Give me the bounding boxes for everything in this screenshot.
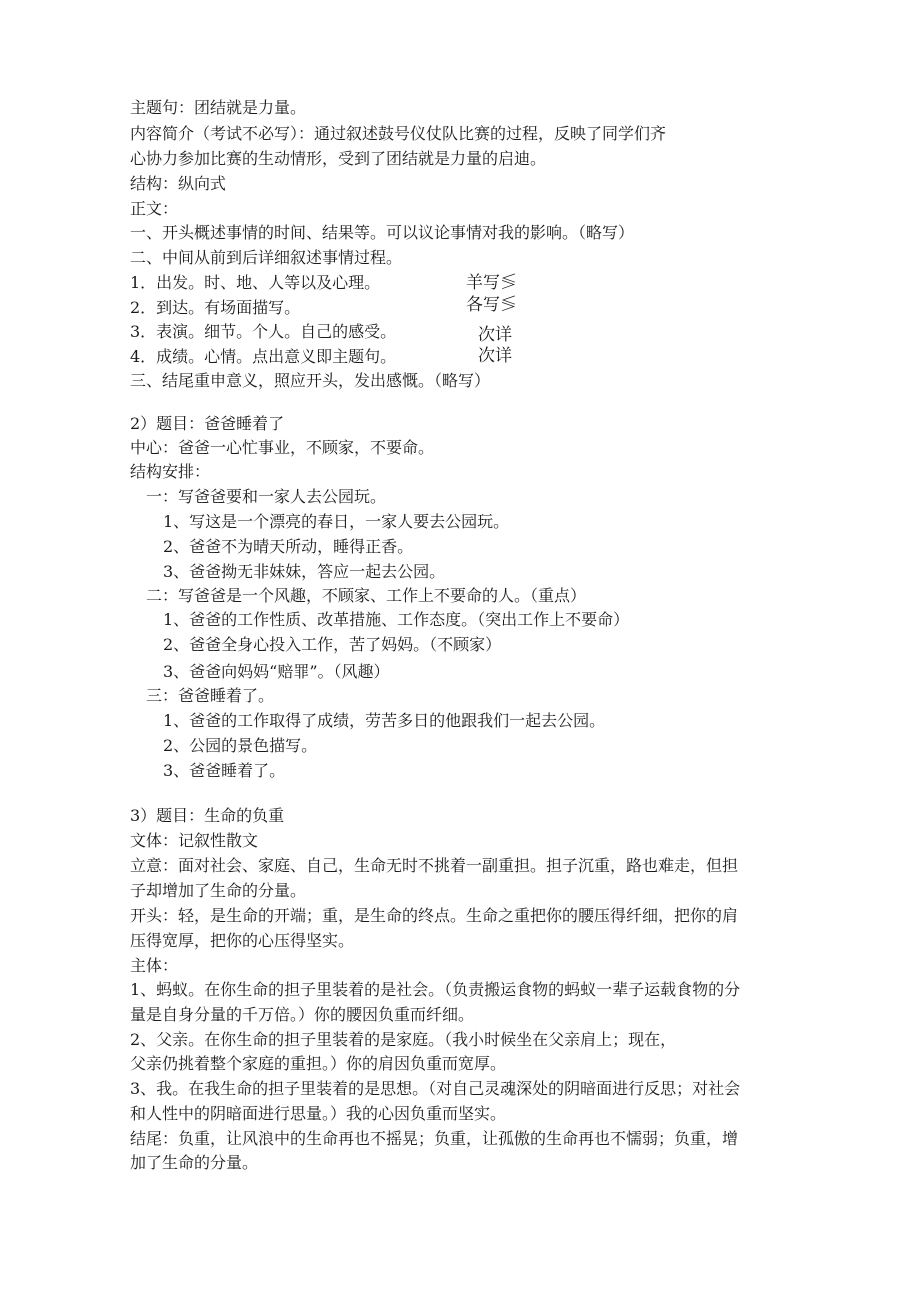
- section2-item: 1、爸爸的工作取得了成绩，劳苦多日的他跟我们一起去公园。: [163, 711, 606, 730]
- section2-item: 2、爸爸不为晴天所动，睡得正香。: [163, 537, 414, 556]
- intro-line-2: 心协力参加比赛的生动情形，受到了团结就是力量的启迪。: [130, 149, 547, 168]
- section3-main-line: 3、我。在我生命的担子里装着的是思想。（对自己灵魂深处的阴暗面进行反思；对社会: [130, 1079, 741, 1098]
- section2-part-2: 二：写爸爸是一个风趣，不顾家、工作上不要命的人。（重点）: [146, 586, 587, 605]
- section2-center: 中心：爸爸一心忙事业，不顾家，不要命。: [130, 438, 435, 457]
- section3-opening-2: 压得宽厚，把你的心压得坚实。: [130, 931, 355, 950]
- section3-main-line: 量是自身分量的千万倍。）你的腰因负重而纤细。: [130, 1005, 475, 1024]
- step-1: 1．出发。时、地、人等以及心理。: [130, 273, 381, 292]
- section2-item: 1、写这是一个漂亮的春日，一家人要去公园玩。: [163, 512, 510, 531]
- section2-item: 3、爸爸拗无非妹妹，答应一起去公园。: [163, 562, 446, 581]
- section3-ending-2: 加了生命的分量。: [130, 1153, 259, 1172]
- structure-line: 结构：纵向式: [130, 174, 227, 193]
- side-note-1: 羊写≶: [466, 273, 517, 293]
- section2-item: 2、爸爸全身心投入工作，苦了妈妈。（不顾家）: [163, 635, 502, 654]
- para-3: 三、结尾重申意义，照应开头，发出感慨。（略写）: [130, 371, 491, 390]
- section3-ending-1: 结尾：负重，让风浪中的生命再也不摇晃；负重，让孤傲的生命再也不懦弱；负重，增: [130, 1129, 739, 1148]
- section2-item: 3、爸爸睡着了。: [163, 761, 286, 780]
- side-note-3: 次详: [478, 325, 512, 345]
- intro-line-1: 内容简介（考试不必写）：通过叙述鼓号仪仗队比赛的过程，反映了同学们齐: [130, 124, 667, 143]
- section3-main-label: 主体：: [130, 956, 179, 975]
- step-3: 3．表演。细节。个人。自己的感受。: [130, 322, 397, 341]
- section2-title: 2）题目：爸爸睡着了: [130, 414, 285, 433]
- body-label: 正文：: [130, 199, 179, 218]
- section2-arrangement: 结构安排：: [130, 462, 211, 481]
- section3-main-line: 父亲仍挑着整个家庭的重担。）你的肩因负重而宽厚。: [130, 1054, 507, 1073]
- theme-sentence: 主题句：团结就是力量。: [130, 98, 307, 117]
- section3-opening-1: 开头：轻，是生命的开端；重，是生命的终点。生命之重把你的腰压得纤细，把你的肩: [130, 906, 739, 925]
- section3-idea-2: 子却增加了生命的分量。: [130, 881, 307, 900]
- section2-item: 1、爸爸的工作性质、改革措施、工作态度。（突出工作上不要命）: [163, 610, 630, 629]
- section3-title: 3）题目：生命的负重: [130, 806, 285, 825]
- section3-genre: 文体：记叙性散文: [130, 831, 259, 850]
- section3-idea-1: 立意：面对社会、家庭、自己，生命无时不挑着一副重担。担子沉重，路也难走，但担: [130, 856, 739, 875]
- section2-item: 2、公园的景色描写。: [163, 736, 318, 755]
- section3-main-line: 2、父亲。在你生命的担子里装着的是家庭。（我小时候坐在父亲肩上；现在，: [130, 1030, 677, 1049]
- para-2: 二、中间从前到后详细叙述事情过程。: [130, 248, 403, 267]
- section3-main-line: 1、蚂蚁。在你生命的担子里装着的是社会。（负责搬运食物的蚂蚁一辈子运载食物的分: [130, 980, 741, 999]
- side-note-2: 各写≶: [466, 295, 517, 315]
- step-4: 4．成绩。心情。点出意义即主题句。: [130, 347, 397, 366]
- section2-part-1: 一：写爸爸要和一家人去公园玩。: [146, 487, 387, 506]
- para-1: 一、开头概述事情的时间、结果等。可以议论事情对我的影响。（略写）: [130, 223, 635, 242]
- section2-part-3: 三：爸爸睡着了。: [146, 686, 275, 705]
- side-note-4: 次详: [478, 346, 512, 366]
- section2-item: 3、爸爸向妈妈“赔罪”。（风趣）: [163, 662, 390, 681]
- section3-main-line: 和人性中的阴暗面进行思量。）我的心因负重而坚实。: [130, 1104, 507, 1123]
- step-2: 2．到达。有场面描写。: [130, 298, 301, 317]
